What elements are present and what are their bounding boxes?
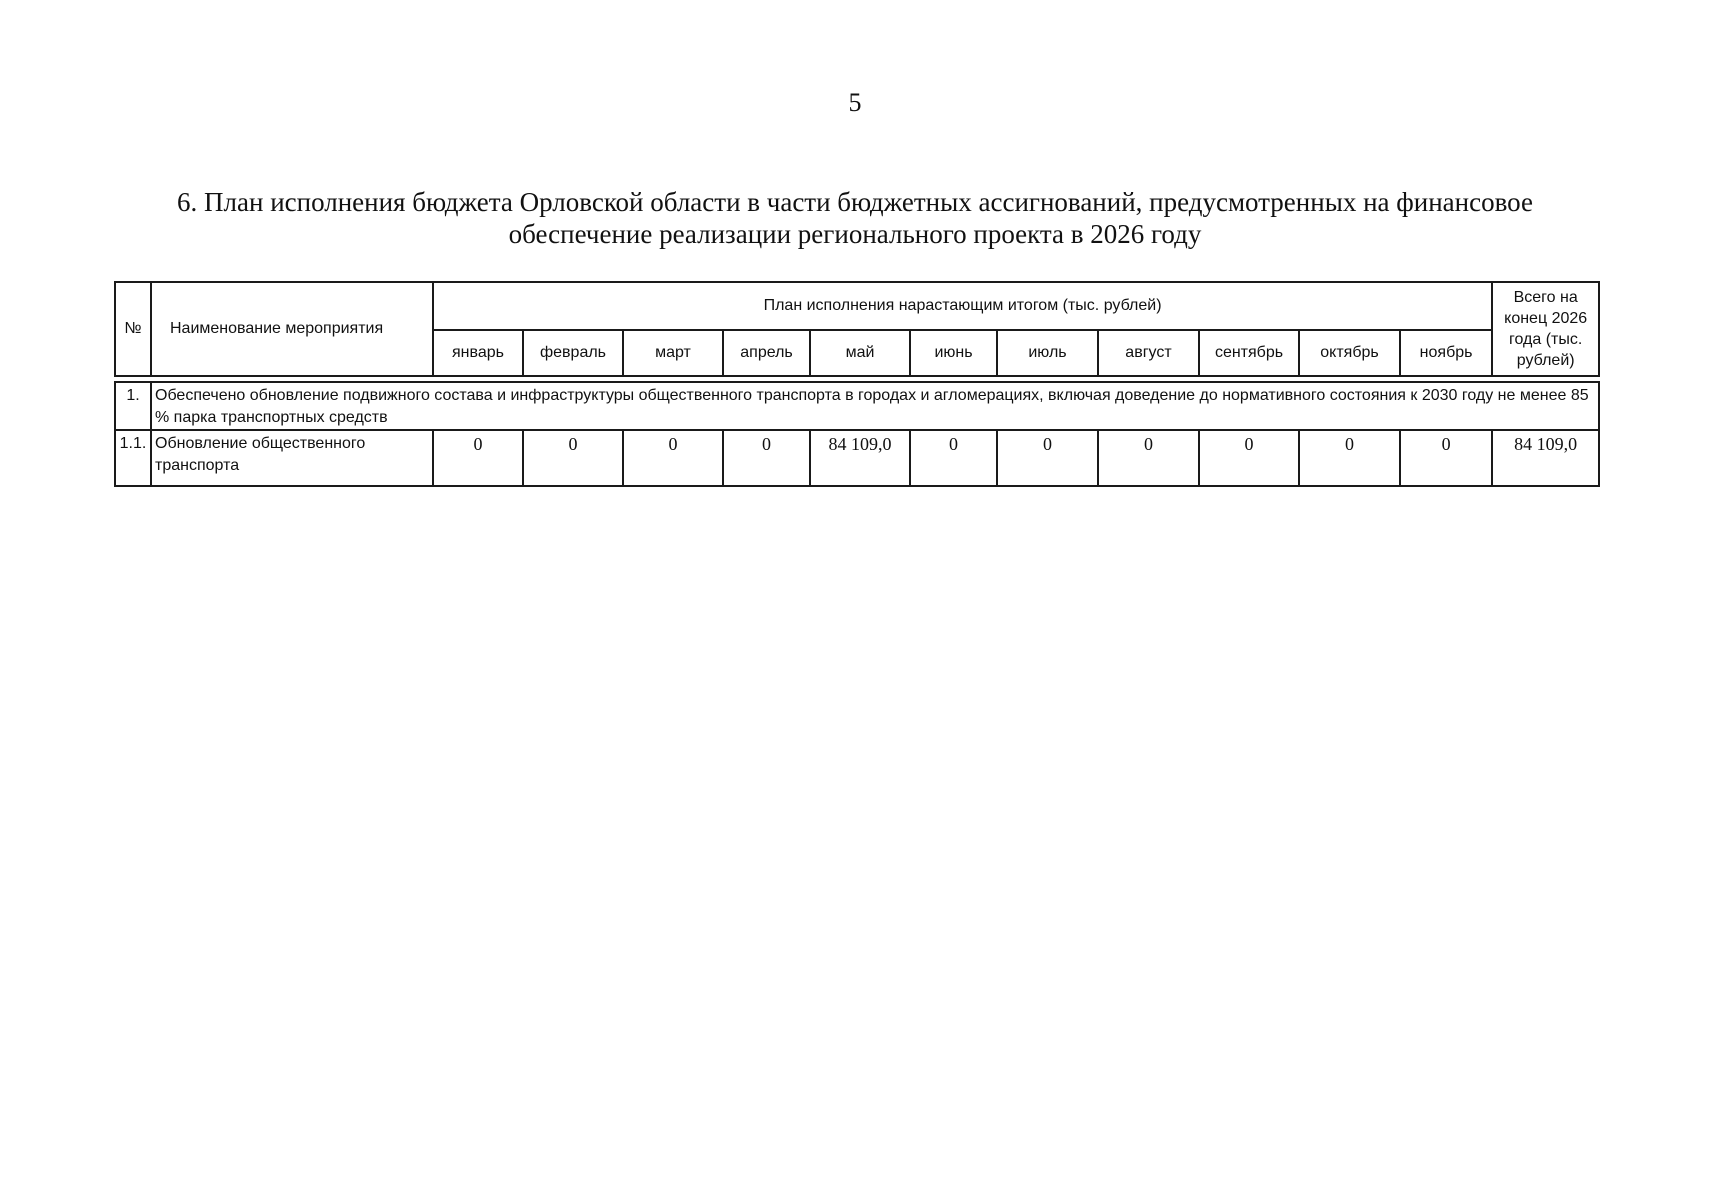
- row-value: 84 109,0: [810, 430, 910, 486]
- table-row: [115, 430, 1599, 486]
- row-value: 0: [997, 430, 1098, 486]
- document-title: [130, 186, 1580, 250]
- budget-plan-table-wrap: [114, 281, 1598, 487]
- row-value: 0: [1299, 430, 1400, 486]
- header-month: ноябрь: [1400, 330, 1492, 376]
- header-month: сентябрь: [1199, 330, 1299, 376]
- header-month: октябрь: [1299, 330, 1400, 376]
- row-total: 84 109,0: [1492, 430, 1599, 486]
- row-num: 1.1.: [115, 430, 151, 486]
- header-month: январь: [433, 330, 523, 376]
- header-month: май: [810, 330, 910, 376]
- row-value: 0: [910, 430, 997, 486]
- header-month: июль: [997, 330, 1098, 376]
- row-value: 0: [523, 430, 623, 486]
- header-plan: План исполнения нарастающим итогом (тыс. рублей): [433, 282, 1492, 330]
- header-num: №: [115, 282, 151, 376]
- goal-row: [115, 382, 1599, 430]
- budget-plan-table: [114, 281, 1600, 487]
- header-month: апрель: [723, 330, 810, 376]
- row-value: 0: [723, 430, 810, 486]
- page-number: 5: [848, 88, 862, 117]
- header-month: июнь: [910, 330, 997, 376]
- header-total: Всего на конец 2026 года (тыс. рублей): [1492, 282, 1599, 376]
- row-value: 0: [1400, 430, 1492, 486]
- row-name: Обновление общественного транспорта: [151, 430, 433, 486]
- title-line-2: обеспечение реализации регионального проекта в 2026 году: [508, 219, 1202, 249]
- header-row-1: [115, 282, 1599, 330]
- header-month: март: [623, 330, 723, 376]
- row-value: 0: [433, 430, 523, 486]
- goal-num: 1.: [115, 382, 151, 430]
- row-value: 0: [623, 430, 723, 486]
- row-value: 0: [1098, 430, 1199, 486]
- header-month: февраль: [523, 330, 623, 376]
- goal-text: Обеспечено обновление подвижного состава и инфраструктуры общественного транспорта в городах и агломерациях, включая доведение до нормативного состояния к 2030 году не менее 85 % парка транспортных средств: [151, 382, 1599, 430]
- header-month: август: [1098, 330, 1199, 376]
- title-line-1: 6. План исполнения бюджета Орловской области в части бюджетных ассигнований, предусмотренных на финансовое: [177, 187, 1533, 217]
- row-value: 0: [1199, 430, 1299, 486]
- header-name: Наименование мероприятия: [151, 282, 433, 376]
